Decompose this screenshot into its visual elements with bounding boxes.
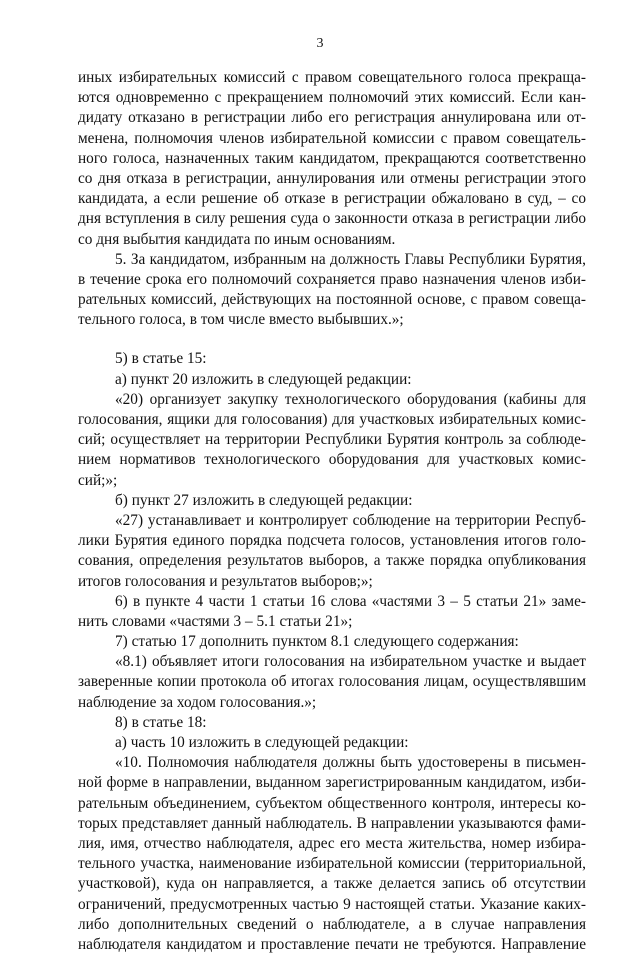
text-line: со дня выбытия кандидата по иным основаниям. [78,230,396,248]
text-line: тельного голоса, в том числе вместо выбывших.»; [78,311,404,329]
text-line: сования, определения результатов выборов, а также порядка опубликования [78,552,586,570]
text-line: б) пункт 27 изложить в следующей редакции: [115,491,413,509]
text-line: 5. За кандидатом, избранным на должность Главы Республики Бурятия, [115,250,586,268]
text-line: менена, полномочия членов избирательной комиссии с правом совещатель- [78,129,586,147]
text-line: кандидата, а если решение об отказе в регистрации обжаловано в суд, – со [78,190,586,208]
text-line: нить словами «частями 3 – 5.1 статьи 21»; [78,612,353,630]
text-line: дня вступления в силу решения суда о законности отказа в регистрации либо [78,210,586,228]
text-line: рательным объединением, субъектом общественного контроля, интересы ко- [78,794,586,812]
text-line: 5) в статье 15: [115,350,207,368]
text-line: нием нормативов технологического оборудования для участковых комис- [78,451,586,469]
text-line: дидату отказано в регистрации либо его регистрация аннулирована или от- [78,109,586,127]
text-line: а) пункт 20 изложить в следующей редакции: [115,370,412,388]
text-line: 8) в статье 18: [115,713,207,731]
text-line: участковой), куда он направляется, а также делается запись об отсутствии [78,875,586,893]
text-line: рательных комиссий, действующих на постоянной основе, с правом совеща- [78,291,586,309]
page-number: 3 [316,36,324,51]
text-line: сий;»; [78,471,118,489]
text-line: наблюдение за ходом голосования.»; [78,693,317,711]
text-line: сий; осуществляет на территории Республики Бурятия контроль за соблюде- [78,431,586,449]
text-line: со дня отказа в регистрации, аннулирования или отмены регистрации этого [78,169,586,187]
paragraph-gap [78,330,586,349]
text-line: 7) статью 17 дополнить пунктом 8.1 следующего содержания: [115,633,519,651]
text-line: «20) организует закупку технологического оборудования (кабины для [115,390,586,408]
text-line: ограничений, предусмотренных частью 9 настоящей статьи. Указание каких- [78,895,586,913]
text-line: наблюдателя кандидатом и проставление печати не требуются. Направление [78,935,586,953]
text-line: «8.1) объявляет итоги голосования на избирательном участке и выдает [115,653,586,671]
text-line: иных избирательных комиссий с правом совещательного голоса прекраща- [78,69,586,86]
text-line: ются одновременно с прекращением полномочий этих комиссий. Если кан- [78,89,586,107]
text-line: голосования, ящики для голосования) для участковых избирательных комис- [78,411,586,428]
text-line: лики Бурятия единого порядка подсчета голосов, установления итогов голо- [78,532,586,550]
text-line: «27) устанавливает и контролирует соблюдение на территории Респуб- [115,511,586,529]
text-line: 6) в пункте 4 части 1 статьи 16 слова «частями 3 – 5 статьи 21» заме- [115,592,586,610]
text-line: лия, имя, отчество наблюдателя, адрес его места жительства, номер избира- [78,834,586,852]
text-line: ной форме в направлении, выданном зарегистрированным кандидатом, изби- [78,774,586,792]
document-body [78,68,586,955]
text-line: тельного участка, наименование избирательной комиссии (территориальной, [78,855,586,873]
text-line: либо дополнительных сведений о наблюдателе, а в случае направления [78,915,586,933]
text-line: в течение срока его полномочий сохраняется право назначения членов изби- [78,270,586,288]
text-line: итогов голосования и результатов выборов;»; [78,572,373,590]
text-line: заверенные копии протокола об итогах голосования лицам, осуществлявшим [78,673,586,691]
text-line: «10. Полномочия наблюдателя должны быть удостоверены в письмен- [115,754,586,772]
text-line: а) часть 10 изложить в следующей редакции: [115,734,409,751]
text-line: ного голоса, назначенных таким кандидатом, прекращаются соответственно [78,149,586,167]
text-line: торых представляет данный наблюдатель. В направлении указываются фами- [78,814,586,832]
